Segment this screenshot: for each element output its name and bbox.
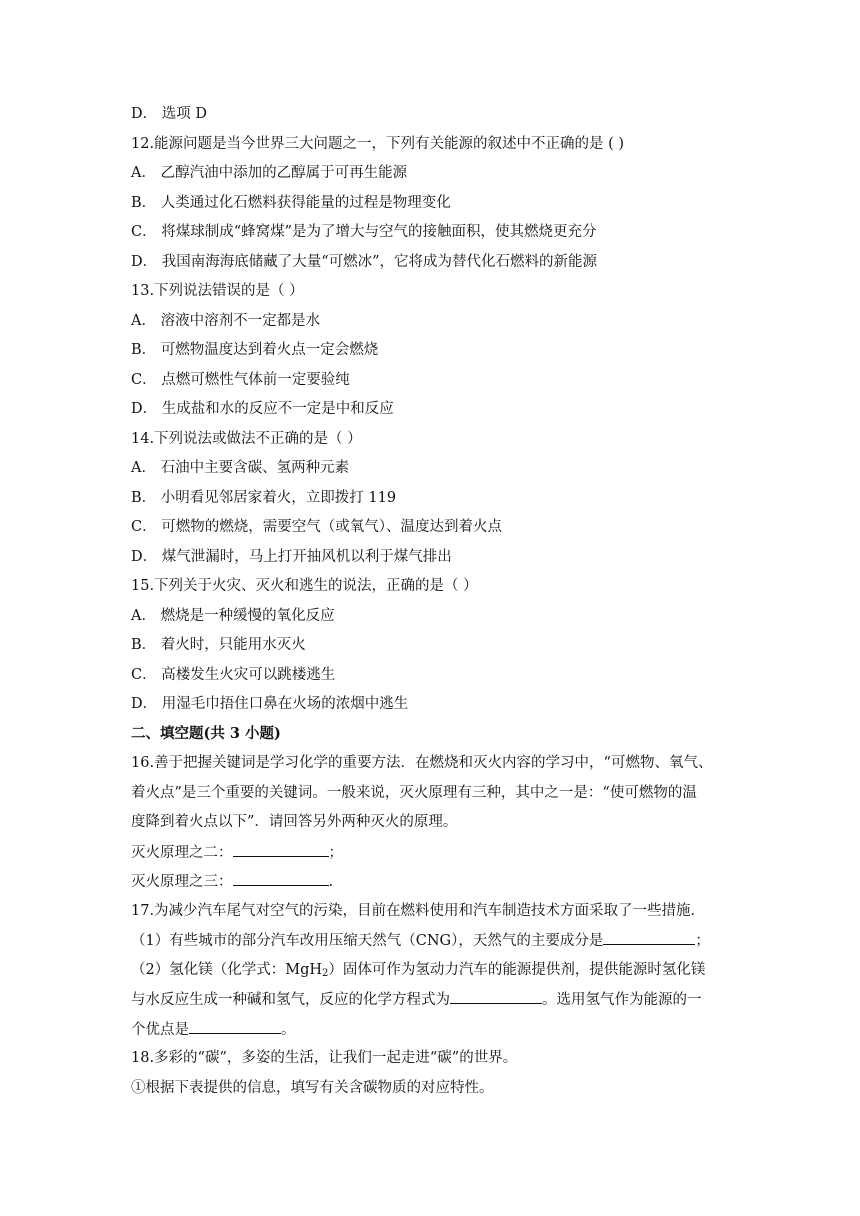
- option-line: B． 人类通过化石燃料获得能量的过程是物理变化: [131, 195, 451, 211]
- answer-line: [131, 871, 731, 892]
- question-17: 17.为减少汽车尾气对空气的污染，目前在燃料使用和汽车制造技术方面采取了一些措施．: [131, 903, 706, 919]
- option-line: C． 将煤球制成“蜂窝煤”是为了增大与空气的接触面积，使其燃烧更充分: [131, 224, 597, 240]
- option-line: D． 用湿毛巾捂住口鼻在火场的浓烟中逃生: [131, 696, 409, 712]
- option-line: B． 可燃物温度达到着火点一定会燃烧: [131, 342, 379, 358]
- answer-punct: ；: [695, 933, 710, 949]
- section-heading: 二、填空题(共 3 小题): [131, 725, 281, 742]
- option-line: C． 可燃物的燃烧，需要空气（或氧气）、温度达到着火点: [131, 519, 502, 535]
- part-text: （2）氢化镁（化学式：MgH: [131, 962, 322, 978]
- option-line: D． 煤气泄漏时，马上打开抽风机以利于煤气排出: [131, 549, 452, 565]
- answer-blank[interactable]: [233, 871, 329, 886]
- question-13: 13.下列说法错误的是（ ）: [131, 283, 304, 299]
- answer-blank[interactable]: [450, 989, 542, 1004]
- option-line: D． 选项 D: [131, 106, 207, 122]
- answer-punct: ；: [328, 845, 343, 861]
- part-text: 与水反应生成一种碱和氢气，反应的化学方程式为: [131, 992, 450, 1008]
- question-16-line: 度降到着火点以下”．请回答另外两种灭火的原理。: [131, 814, 458, 830]
- question-17-part: [131, 1019, 731, 1040]
- answer-punct: .: [328, 874, 334, 890]
- option-line: A． 石油中主要含碳、氢两种元素: [131, 460, 350, 476]
- answer-prompt: 灭火原理之二：: [131, 845, 233, 861]
- part-text: 。选用氢气作为能源的一: [542, 992, 702, 1008]
- answer-blank[interactable]: [603, 930, 695, 945]
- answer-blank[interactable]: [189, 1019, 281, 1034]
- question-18: 18.多彩的“碳”，多姿的生活，让我们一起走进“碳”的世界。: [131, 1050, 518, 1066]
- option-line: A． 乙醇汽油中添加的乙醇属于可再生能源: [131, 165, 408, 181]
- option-line: B． 着火时，只能用水灭火: [131, 637, 306, 653]
- part-text: 个优点是: [131, 1022, 189, 1038]
- question-15: 15.下列关于火灾、灭火和逃生的说法，正确的是（ ）: [131, 578, 478, 594]
- option-line: B． 小明看见邻居家着火，立即拨打 119: [131, 490, 397, 506]
- question-16-line: 着火点”是三个重要的关键词。一般来说，灭火原理有三种，其中之一是：“使可燃物的温: [131, 785, 697, 801]
- subscript: 2: [322, 968, 329, 979]
- option-line: A． 燃烧是一种缓慢的氧化反应: [131, 608, 335, 624]
- answer-prompt: 灭火原理之三：: [131, 874, 233, 890]
- option-line: D． 生成盐和水的反应不一定是中和反应: [131, 401, 394, 417]
- question-17-part: [131, 989, 731, 1010]
- question-14: 14.下列说法或做法不正确的是（ ）: [131, 431, 362, 447]
- question-12: 12.能源问题是当今世界三大问题之一，下列有关能源的叙述中不正确的是 ( ): [131, 136, 625, 152]
- option-line: A． 溶液中溶剂不一定都是水: [131, 313, 321, 329]
- question-17-part: [131, 930, 731, 951]
- option-line: D． 我国南海海底储藏了大量“可燃冰”，它将成为替代化石燃料的新能源: [131, 254, 598, 270]
- answer-punct: 。: [281, 1022, 296, 1038]
- question-16-line: 16.善于把握关键词是学习化学的重要方法．在燃烧和灭火内容的学习中，“可燃物、氧气、: [131, 755, 713, 771]
- question-17-part: [131, 960, 731, 984]
- answer-blank[interactable]: [233, 842, 329, 857]
- part-text: （1）有些城市的部分汽车改用压缩天然气（CNG），天然气的主要成分是: [131, 933, 604, 949]
- part-text: ）固体可作为氢动力汽车的能源提供剂，提供能源时氢化镁: [328, 962, 706, 978]
- question-18-part: ①根据下表提供的信息，填写有关含碳物质的对应特性。: [131, 1080, 494, 1096]
- option-line: C． 点燃可燃性气体前一定要验纯: [131, 372, 350, 388]
- answer-line: [131, 842, 731, 863]
- option-line: C． 高楼发生火灾可以跳楼逃生: [131, 667, 336, 683]
